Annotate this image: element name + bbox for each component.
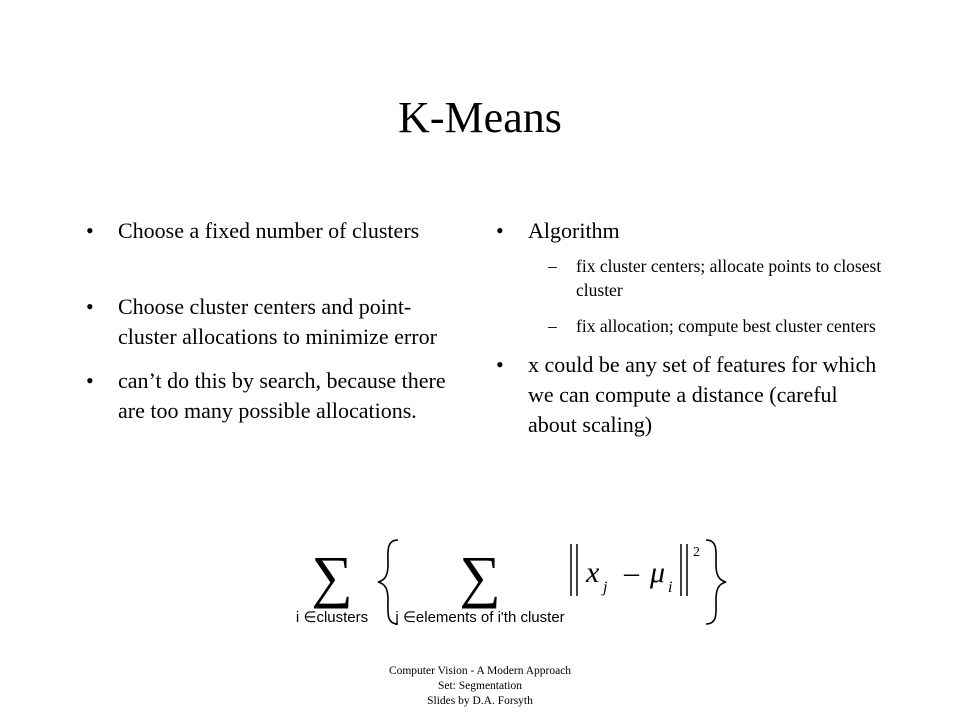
slide-title: K-Means (398, 93, 562, 142)
left-column (86, 216, 466, 426)
inner-sum-symbol: ∑ (459, 544, 501, 609)
right-column (496, 216, 886, 440)
minus-sign: – (624, 556, 639, 589)
right-brace (706, 540, 726, 624)
bullet-item (86, 366, 466, 426)
mu-variable: μ (650, 556, 666, 589)
sub-bullet-item (496, 314, 886, 338)
bullet-glyph: • (86, 368, 94, 393)
bullet-item (496, 350, 886, 440)
sub-bullet-text: fix cluster centers; allocate points to closest cluster (576, 256, 882, 300)
bullet-text: Choose cluster centers and point-cluster allocations to minimize error (118, 294, 437, 349)
bullet-glyph: • (86, 294, 94, 319)
exponent: 2 (693, 545, 700, 560)
bullet-glyph: • (496, 218, 504, 243)
bullet-item (496, 216, 886, 246)
mu-subscript: i (668, 579, 673, 596)
bullet-glyph: • (496, 352, 504, 377)
bullet-text: x could be any set of features for which we can compute a distance (careful about scaling) (528, 352, 877, 437)
bullet-text: Choose a fixed number of clusters (118, 218, 420, 243)
slide-footer (330, 664, 630, 709)
bullet-item (86, 292, 466, 352)
x-variable: x (586, 556, 600, 589)
bullet-text: can’t do this by search, because there are too many possible allocations. (118, 368, 446, 423)
footer-line: Computer Vision - A Modern Approach (388, 665, 572, 677)
outer-sum-subscript: i ∈clusters (295, 609, 369, 626)
sub-bullet-item (496, 254, 886, 302)
outer-sum-symbol: ∑ (311, 544, 353, 609)
footer-line: Set: Segmentation (437, 680, 522, 692)
dash-glyph: – (548, 256, 557, 276)
dash-glyph: – (548, 316, 557, 336)
bullet-glyph: • (86, 218, 94, 243)
bullet-text: Algorithm (528, 218, 620, 243)
inner-sum-subscript: j ∈elements of i'th cluster (395, 609, 565, 626)
footer-line: Slides by D.A. Forsyth (427, 695, 533, 707)
sub-bullet-text: fix allocation; compute best cluster centers (576, 316, 876, 336)
bullet-item (86, 216, 466, 246)
x-subscript: j (603, 579, 608, 596)
kmeans-objective-formula (286, 530, 746, 634)
